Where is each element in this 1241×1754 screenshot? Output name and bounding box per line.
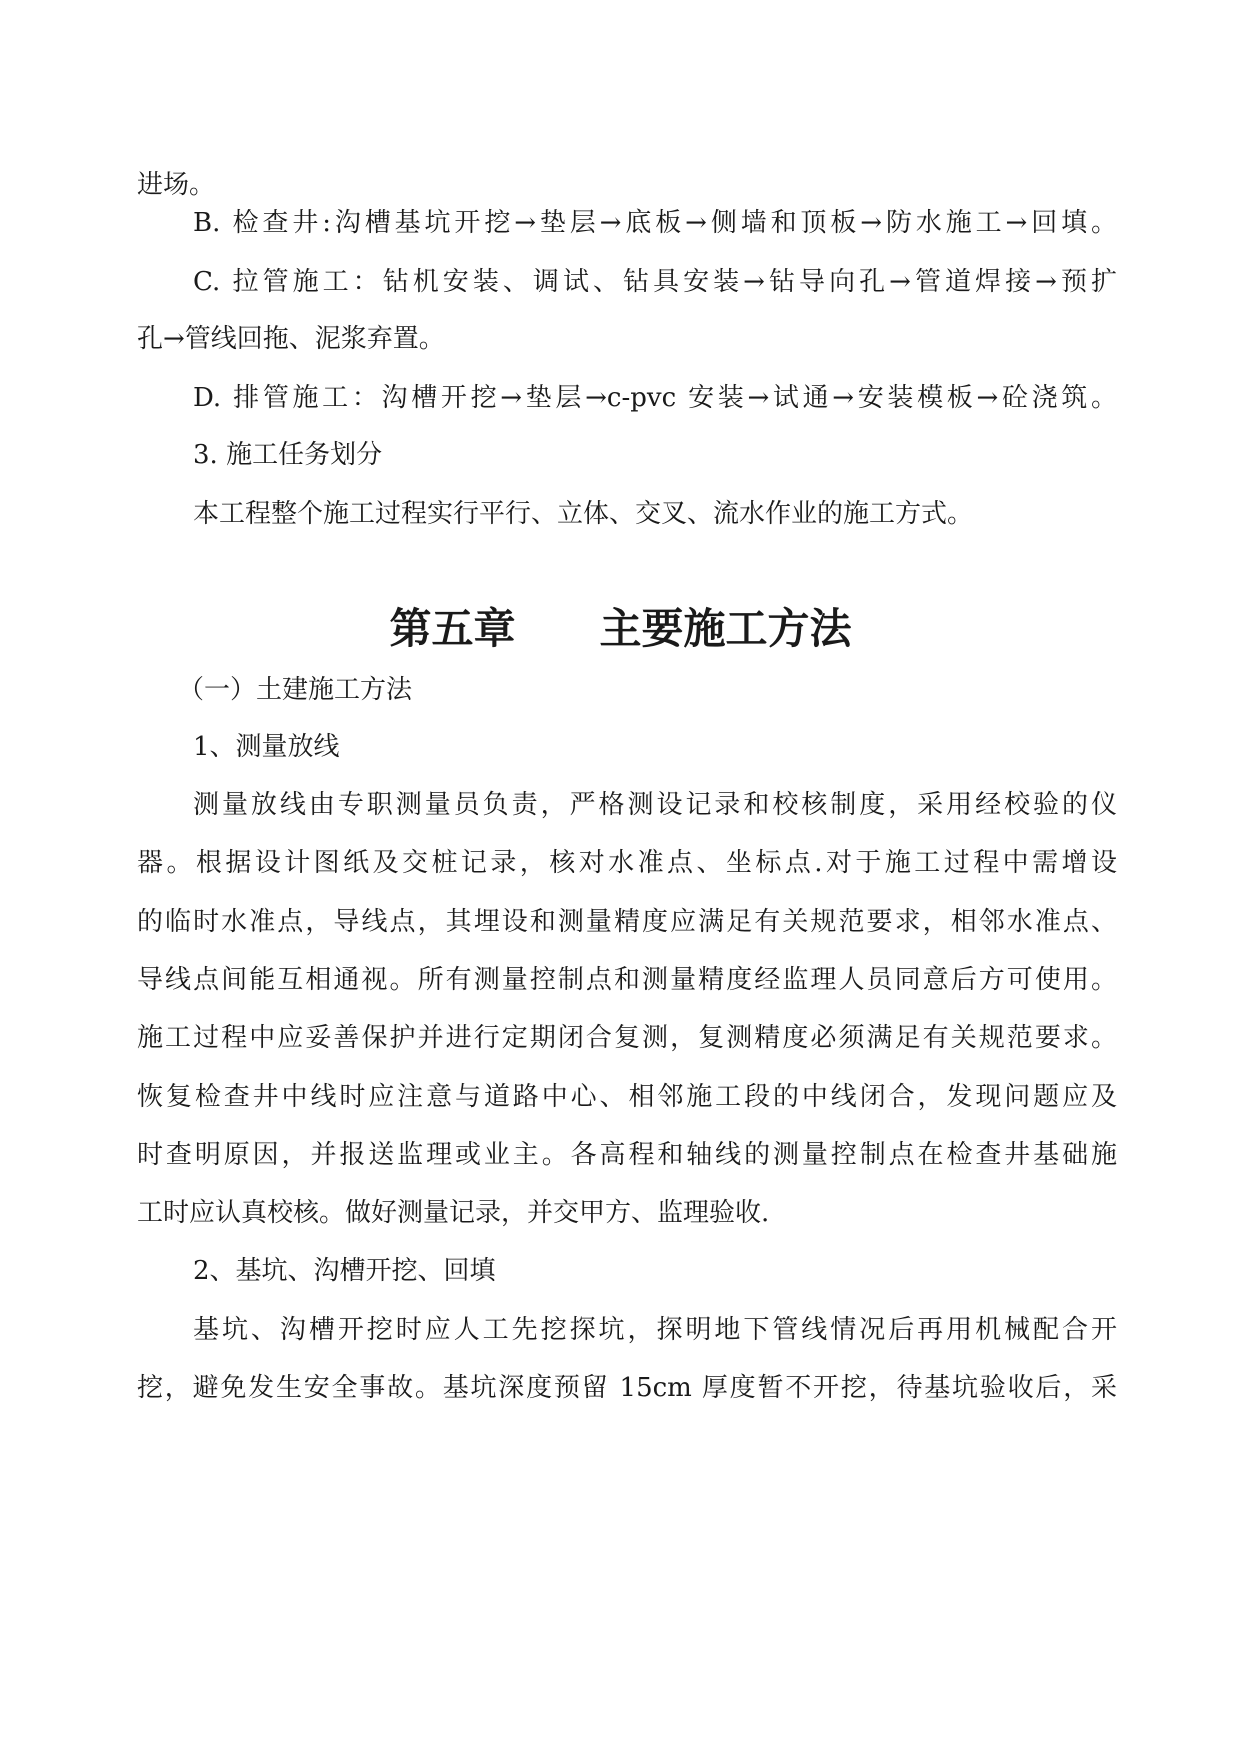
paragraph-line: 时查明原因，并报送监理或业主。各高程和轴线的测量控制点在检查井基础施: [137, 1140, 1117, 1170]
chapter-title: 第五章 主要施工方法: [389, 604, 852, 653]
paragraph-line: C. 拉管施工：钻机安装、调试、钻具安装→钻导向孔→管道焊接→预扩: [193, 267, 1117, 297]
paragraph-line: 导线点间能互相通视。所有测量控制点和测量精度经监理人员同意后方可使用。: [137, 965, 1117, 995]
paragraph-line: 施工过程中应妥善保护并进行定期闭合复测，复测精度必须满足有关规范要求。: [137, 1023, 1117, 1053]
paragraph-line: 工时应认真校核。做好测量记录，并交甲方、监理验收.: [137, 1198, 770, 1228]
section-heading: （一）土建施工方法: [178, 675, 413, 705]
paragraph-line: 恢复检查井中线时应注意与道路中心、相邻施工段的中线闭合，发现问题应及: [137, 1082, 1117, 1112]
paragraph-line: 器。根据设计图纸及交桩记录，核对水准点、坐标点.对于施工过程中需增设: [137, 848, 1117, 878]
section-heading: 2、基坑、沟槽开挖、回填: [193, 1256, 496, 1286]
paragraph-line: 孔→管线回拖、泥浆弃置。: [137, 324, 445, 354]
paragraph-line: 本工程整个施工过程实行平行、立体、交叉、流水作业的施工方式。: [193, 499, 974, 529]
paragraph-line: 进场。: [137, 170, 216, 200]
paragraph-line: 基坑、沟槽开挖时应人工先挖探坑，探明地下管线情况后再用机械配合开: [193, 1315, 1117, 1345]
paragraph-line: D. 排管施工：沟槽开挖→垫层→c-pvc 安装→试通→安装模板→砼浇筑。: [193, 383, 1117, 413]
section-heading: 3. 施工任务划分: [193, 440, 383, 470]
paragraph-line: 挖，避免发生安全事故。基坑深度预留 15cm 厚度暂不开挖，待基坑验收后，采: [137, 1373, 1117, 1403]
paragraph-line: 测量放线由专职测量员负责，严格测设记录和校核制度，采用经校验的仪: [193, 790, 1117, 820]
section-heading: 1、测量放线: [193, 732, 340, 762]
paragraph-line: B. 检查井:沟槽基坑开挖→垫层→底板→侧墙和顶板→防水施工→回填。: [193, 208, 1117, 238]
paragraph-line: 的临时水准点，导线点，其埋设和测量精度应满足有关规范要求，相邻水准点、: [137, 907, 1117, 937]
